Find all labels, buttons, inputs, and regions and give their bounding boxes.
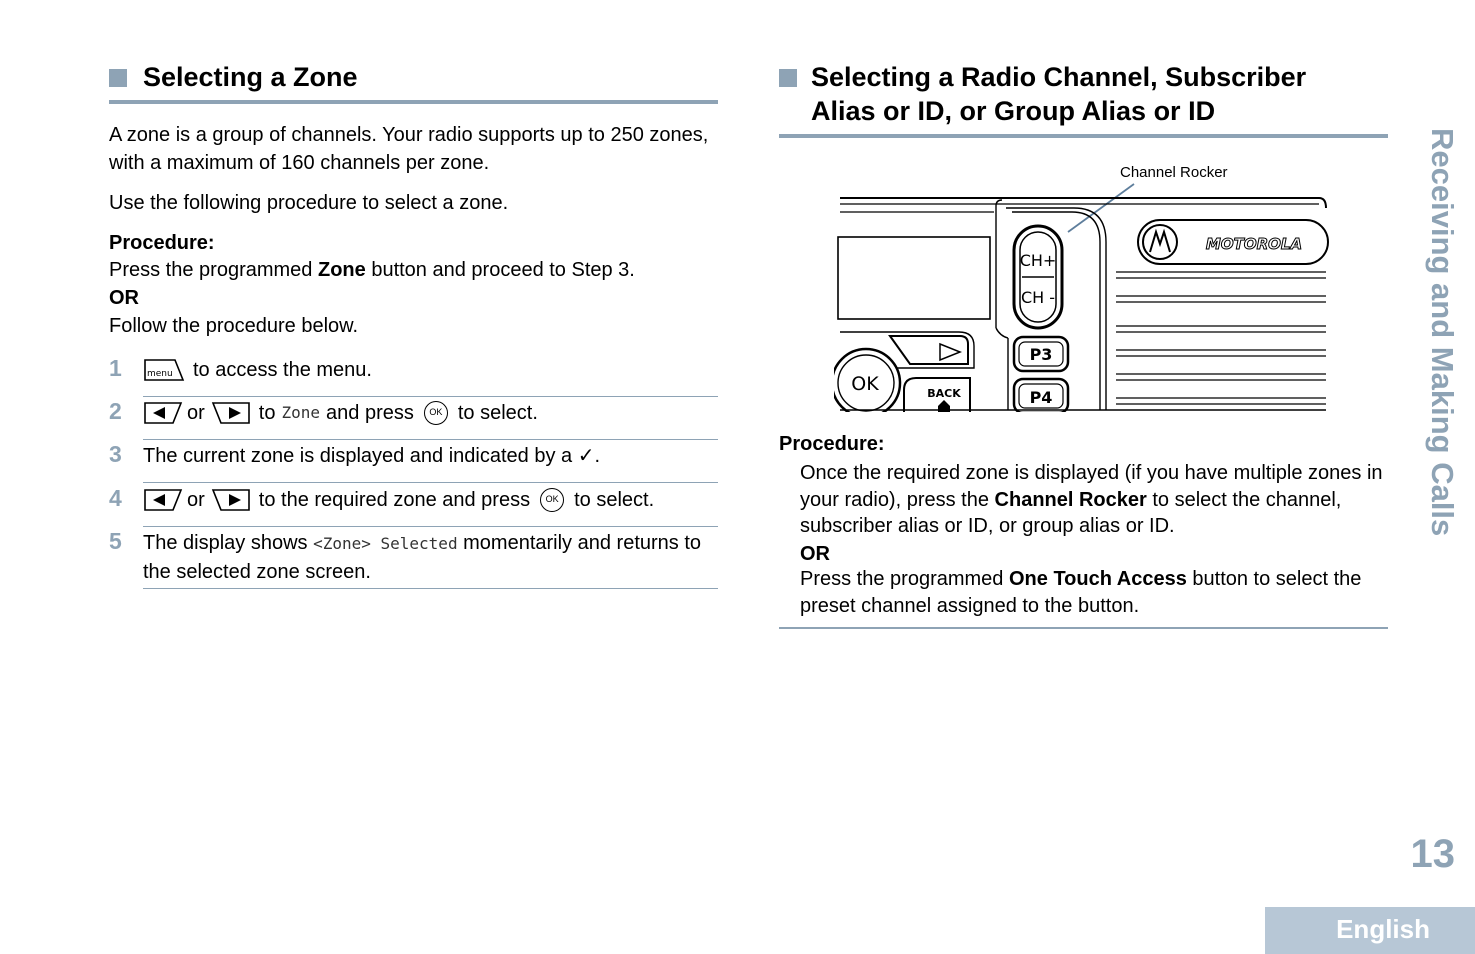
- zone-use-procedure: Use the following procedure to select a zone.: [109, 192, 509, 214]
- para1-post: to select the channel, subscriber alias or ID, or group alias or ID.: [800, 488, 1342, 537]
- para2-post: button to select the preset channel assigned to the button.: [800, 568, 1362, 617]
- step-5: [109, 527, 718, 589]
- para1-pre: Once the required zone is displayed (if you have multiple zones in your radio), press the: [800, 462, 1383, 511]
- left-arrow-key-icon: [143, 401, 183, 425]
- step-and-press: and press: [326, 402, 414, 424]
- heading-line1: Selecting a Radio Channel, Subscriber: [811, 62, 1307, 92]
- step-number: 2: [109, 398, 122, 424]
- heading-text: [811, 60, 1306, 128]
- para2-bold: One Touch Access: [1008, 568, 1187, 590]
- step-number: 4: [109, 485, 122, 511]
- heading-square-icon: [109, 69, 127, 87]
- step-number: 1: [109, 355, 122, 381]
- motorola-brand: MOTOROLA: [1205, 235, 1303, 253]
- step-2: [109, 397, 718, 440]
- procedure-label: Procedure:: [109, 232, 215, 254]
- press-zone-instruction: [109, 256, 718, 284]
- p4-label: P4: [1029, 388, 1053, 407]
- procedure-bottom-rule: [779, 627, 1388, 629]
- page-number: 13: [1410, 832, 1455, 876]
- heading-square-icon: [779, 69, 797, 87]
- step-or: or: [187, 489, 205, 511]
- or-label: OR: [109, 287, 139, 309]
- step-number: 5: [109, 528, 122, 554]
- section-heading-selecting-zone: [109, 60, 718, 104]
- back-button-label: BACK: [927, 387, 961, 400]
- radio-illustration-svg: [834, 160, 1389, 412]
- section-heading-selecting-channel: [779, 60, 1388, 138]
- ok-key-icon: OK: [540, 488, 564, 512]
- zone-display-text: Zone: [281, 403, 321, 422]
- step-3: [109, 440, 718, 483]
- step-4: [109, 484, 718, 527]
- procedure-label: Procedure:: [779, 433, 885, 455]
- right-arrow-key-icon: [211, 488, 251, 512]
- step-pre: The display shows: [143, 532, 314, 554]
- radio-front-panel-illustration: [834, 160, 1389, 412]
- ch-minus-label: CH -: [1020, 288, 1056, 307]
- para1-bold: Channel Rocker: [994, 488, 1147, 511]
- follow-procedure: Follow the procedure below.: [109, 315, 359, 337]
- language-tab: [1265, 907, 1475, 954]
- right-arrow-key-icon: [211, 401, 251, 425]
- zone-intro: A zone is a group of channels. Your radio supports up to 250 zones, with a maximum of 160 channels per zone.: [109, 124, 709, 174]
- step-text: to access the menu.: [193, 359, 372, 381]
- channel-rocker-callout: Channel Rocker: [1120, 164, 1228, 181]
- or-label: OR: [800, 543, 830, 565]
- chapter-title: Receiving and Making Calls: [1425, 128, 1460, 537]
- one-touch-access-instruction: [800, 566, 1388, 619]
- step-1: [109, 354, 718, 397]
- heading-text: Selecting a Zone: [143, 62, 358, 92]
- ch-plus-label: CH+: [1019, 251, 1057, 270]
- step-text: The current zone is displayed and indicated by a ✓.: [143, 445, 601, 467]
- menu-key-label: menu: [147, 369, 173, 379]
- heading-line2: Alias or ID, or Group Alias or ID: [811, 96, 1216, 126]
- press-bold: Zone: [317, 259, 366, 281]
- step-text: to the required zone and press: [258, 489, 531, 511]
- press-post: button and proceed to Step 3.: [365, 259, 635, 281]
- ok-button-label: OK: [851, 373, 879, 395]
- step-to: to: [258, 402, 276, 424]
- channel-rocker-instruction: [800, 460, 1388, 540]
- step-to-select: to select.: [457, 402, 538, 424]
- step-to-select: to select.: [574, 489, 655, 511]
- zone-selected-display-text: <Zone> Selected: [313, 534, 458, 553]
- para2-pre: Press the programmed: [800, 568, 1009, 590]
- chapter-side-tab: [1422, 128, 1462, 578]
- step-post: momentarily and returns to the selected zone screen.: [143, 532, 702, 583]
- step-number: 3: [109, 441, 122, 467]
- press-pre: Press the programmed: [109, 259, 318, 281]
- step-or: or: [187, 402, 205, 424]
- language-label: English: [1336, 914, 1430, 944]
- p3-label: P3: [1029, 345, 1053, 364]
- left-arrow-key-icon: [143, 488, 183, 512]
- ok-key-icon: OK: [424, 401, 448, 425]
- menu-key-icon: [143, 358, 185, 382]
